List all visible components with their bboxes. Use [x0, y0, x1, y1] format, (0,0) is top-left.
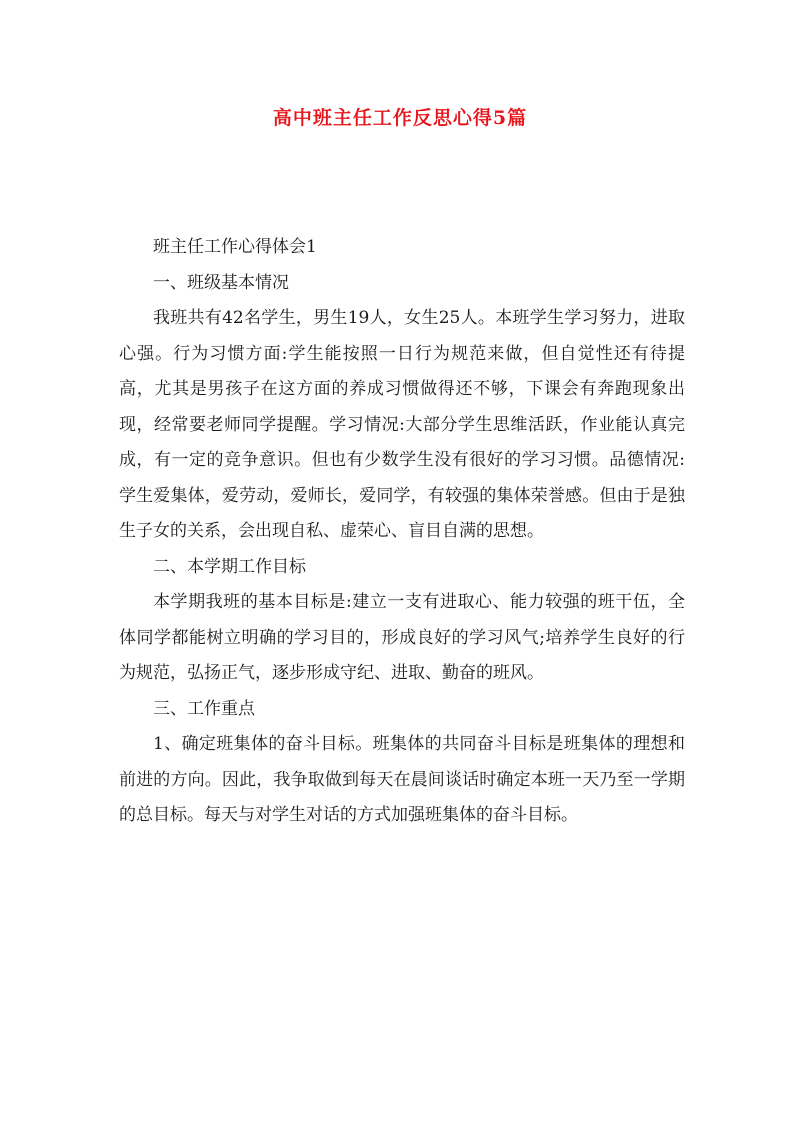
document-body — [119, 230, 685, 834]
paragraph-class-situation: 我班共有42名学生，男生19人，女生25人。本班学生学习努力，进取心强。行为习惯方面:学生能按照一日行为规范来做，但自觉性还有待提高，尤其是男孩子在这方面的养成习惯做得还不够，下课会有奔跑现象出现，经常要老师同学提醒。学习情况:大部分学生思维活跃，作业能认真完成，有一定的竞争意识。但也有少数学生没有很好的学习习惯。品德情况:学生爱集体，爱劳动，爱师长，爱同学，有较强的集体荣誉感。但由于是独生子女的关系，会出现自私、虚荣心、盲目自满的思想。 — [119, 308, 685, 541]
section-heading-semester-goals: 二、本学期工作目标 — [153, 556, 306, 577]
section-heading-subtitle: 班主任工作心得体会1 — [153, 237, 317, 257]
document-title: 高中班主任工作反思心得5篇 — [272, 107, 528, 129]
paragraph-semester-goals: 本学期我班的基本目标是:建立一支有进取心、能力较强的班干伍，全体同学都能树立明确的学习目的，形成良好的学习风气;培养学生良好的行为规范，弘扬正气，逐步形成守纪、进取、勤奋的班风。 — [119, 592, 685, 683]
section-heading-class-situation: 一、班级基本情况 — [153, 272, 289, 293]
paragraph-work-focus-1: 1、确定班集体的奋斗目标。班集体的共同奋斗目标是班集体的理想和前进的方向。因此，我争取做到每天在晨间谈话时确定本班一天乃至一学期的总目标。每天与对学生对话的方式加强班集体的奋斗目标。 — [119, 734, 685, 825]
section-heading-work-focus: 三、工作重点 — [153, 698, 255, 719]
